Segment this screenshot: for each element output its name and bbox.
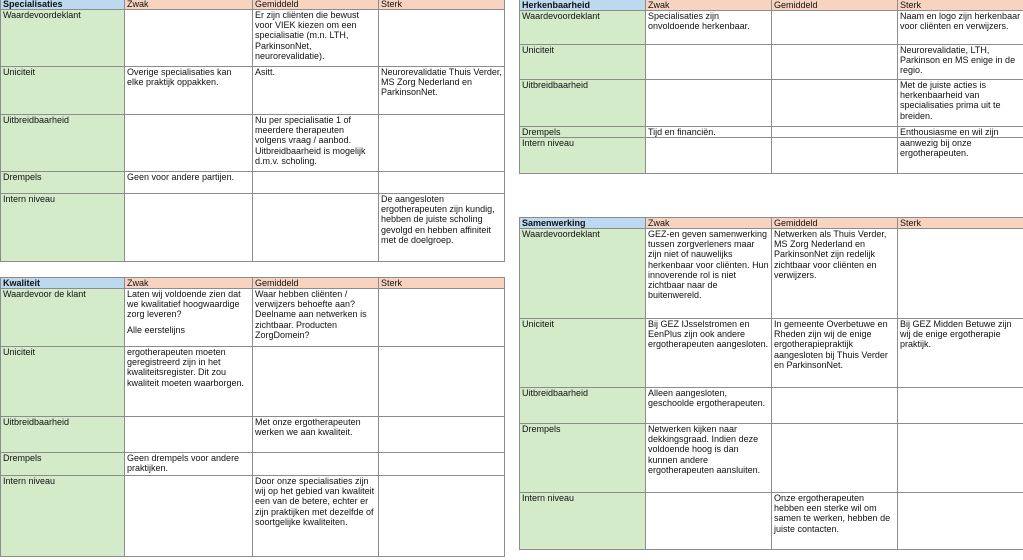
row-label: Drempels [520,127,646,138]
row-label: Waardevoor de klant [1,289,125,347]
row-label: Intern niveau [1,476,125,557]
cell-zwak: ergotherapeuten moeten geregistreerd zijn in het kwaliteitsregister. Dit zou kwaliteit moeten waarborgen. [125,347,253,417]
row-label: Intern niveau [520,493,646,550]
row-label: Uniciteit [1,347,125,417]
column-header-zwak: Zwak [646,218,772,229]
cell-gemiddeld: Waar hebben cliënten / verwijzers behoefte aan? Deelname aan netwerken is zichtbaar. Producten ZorgDomein? [253,289,379,347]
row-label: Uitbreidbaarheid [520,80,646,127]
table-samenwerking [519,217,1023,550]
cell-sterk [898,229,1023,319]
cell-zwak [646,138,772,174]
cell-sterk: Enthousiasme en wil zijn [898,127,1023,138]
cell-gemiddeld [253,347,379,417]
row-label: Intern niveau [1,194,125,262]
column-header-sterk: Sterk [379,0,505,10]
column-header-gemiddeld: Gemiddeld [253,0,379,10]
column-header-zwak: Zwak [125,278,253,289]
cell-gemiddeld [253,172,379,194]
cell-zwak [125,194,253,262]
cell-zwak [125,476,253,557]
cell-gemiddeld [772,138,898,174]
cell-sterk [898,424,1023,493]
cell-sterk: Neurorevalidatie Thuis Verder, MS Zorg Nederland en ParkinsonNet. [379,67,505,115]
cell-gemiddeld [772,424,898,493]
cell-zwak-text: Laten wij voldoende zien dat we kwalitatief hoogwaardige zorg leveren? [127,289,241,320]
cell-zwak [125,417,253,453]
cell-zwak-text-extra: Alle eerstelijns [127,324,186,335]
row-label: Waardevoordeklant [1,10,125,67]
row-label: Uitbreidbaarheid [1,417,125,453]
row-label: Uitbreidbaarheid [520,388,646,424]
row-label: Uniciteit [520,319,646,388]
row-label: Waardevoordeklant [520,229,646,319]
cell-zwak: Netwerken kijken naar dekkingsgraad. Indien deze voldoende hoog is dan kunnen andere ergotherapeuten aansluiten. [646,424,772,493]
cell-gemiddeld [772,80,898,127]
cell-zwak: Geen drempels voor andere praktijken. [125,453,253,476]
table-title: Kwaliteit [1,278,125,289]
cell-gemiddeld [772,45,898,80]
column-header-gemiddeld: Gemiddeld [772,218,898,229]
table-title: Samenwerking [520,218,646,229]
cell-zwak [646,45,772,80]
row-label: Uniciteit [1,67,125,115]
cell-zwak [125,10,253,67]
cell-sterk: Naam en logo zijn herkenbaar voor cliënten en verwijzers. [898,11,1023,45]
cell-sterk: aanwezig bij onze ergotherapeuten. [898,138,1023,174]
cell-sterk [379,115,505,172]
cell-sterk: Neurorevalidatie, LTH, Parkinson en MS enige in de regio. [898,45,1023,80]
cell-zwak [646,493,772,550]
column-header-sterk: Sterk [379,278,505,289]
cell-zwak: Specialisaties zijn onvoldoende herkenbaar. [646,11,772,45]
cell-gemiddeld: Door onze specialisaties zijn wij op het gebied van kwaliteit een van de betere, echter er zijn praktijken met dezelfde of soortgelijke kwaliteiten. [253,476,379,557]
cell-sterk [379,172,505,194]
cell-sterk: De aangesloten ergotherapeuten zijn kundig, hebben de juiste scholing gevolgd en hebben affiniteit met de doelgroep. [379,194,505,262]
row-label: Drempels [520,424,646,493]
cell-sterk [898,388,1023,424]
column-header-zwak: Zwak [125,0,253,10]
cell-sterk: Bij GEZ Midden Betuwe zijn wij de enige ergotherapie praktijk. [898,319,1023,388]
cell-gemiddeld: Er zijn cliënten die bewust voor VIEK kiezen om een specialisatie (m.n. LTH, ParkinsonNet, neurorevalidatie). [253,10,379,67]
cell-gemiddeld: Asitt. [253,67,379,115]
cell-gemiddeld [772,11,898,45]
cell-gemiddeld [772,388,898,424]
table-herkenbaarheid [519,0,1023,174]
cell-zwak [125,115,253,172]
cell-gemiddeld [253,194,379,262]
row-label: Intern niveau [520,138,646,174]
row-label: Uniciteit [520,45,646,80]
cell-gemiddeld: Netwerken als Thuis Verder, MS Zorg Nederland en ParkinsonNet zijn redelijk zichtbaar voor cliënten en verwijzers. [772,229,898,319]
table-kwaliteit [0,277,505,557]
cell-sterk [379,417,505,453]
cell-sterk [379,10,505,67]
table-title: Specialisaties [1,0,125,10]
row-label: Waardevoordeklant [520,11,646,45]
row-label: Uitbreidbaarheid [1,115,125,172]
row-label: Drempels [1,172,125,194]
cell-zwak [125,289,253,347]
column-header-sterk: Sterk [898,218,1023,229]
column-header-gemiddeld: Gemiddeld [253,278,379,289]
cell-sterk [379,289,505,347]
column-header-sterk: Sterk [898,0,1023,11]
cell-gemiddeld [772,127,898,138]
cell-gemiddeld: Nu per specialisatie 1 of meerdere therapeuten volgens vraag / aanbod. Uitbreidbaarheid is mogelijk d.m.v. scholing. [253,115,379,172]
cell-sterk: Met de juiste acties is herkenbaarheid van specialisaties prima uit te breiden. [898,80,1023,127]
table-title: Herkenbaarheid [520,0,646,11]
cell-gemiddeld [253,453,379,476]
cell-zwak: Geen voor andere partijen. [125,172,253,194]
cell-gemiddeld: Met onze ergotherapeuten werken we aan kwaliteit. [253,417,379,453]
cell-sterk [379,347,505,417]
cell-zwak [646,80,772,127]
cell-sterk [379,476,505,557]
column-header-zwak: Zwak [646,0,772,11]
cell-sterk [898,493,1023,550]
cell-gemiddeld: In gemeente Overbetuwe en Rheden zijn wij de enige ergotherapiepraktijk aangesloten bij Thuis Verder en ParkinsonNet. [772,319,898,388]
column-header-gemiddeld: Gemiddeld [772,0,898,11]
cell-zwak: Tijd en financiën. [646,127,772,138]
cell-zwak: GEZ-en geven samenwerking tussen zorgverleners maar zijn niet of nauwelijks herkenbaar voor cliënten. Hun innoverende rol is niet zichtbaar naar de buitenwereld. [646,229,772,319]
cell-zwak: Bij GEZ IJsselstromen en EenPlus zijn ook andere ergotherapeuten aangesloten. [646,319,772,388]
cell-zwak: Alleen aangesloten, geschoolde ergotherapeuten. [646,388,772,424]
cell-sterk [379,453,505,476]
cell-gemiddeld: Onze ergotherapeuten hebben een sterke wil om samen te werken, hebben de juiste contacten. [772,493,898,550]
table-specialisaties [0,0,505,262]
row-label: Drempels [1,453,125,476]
cell-zwak: Overige specialisaties kan elke praktijk oppakken. [125,67,253,115]
